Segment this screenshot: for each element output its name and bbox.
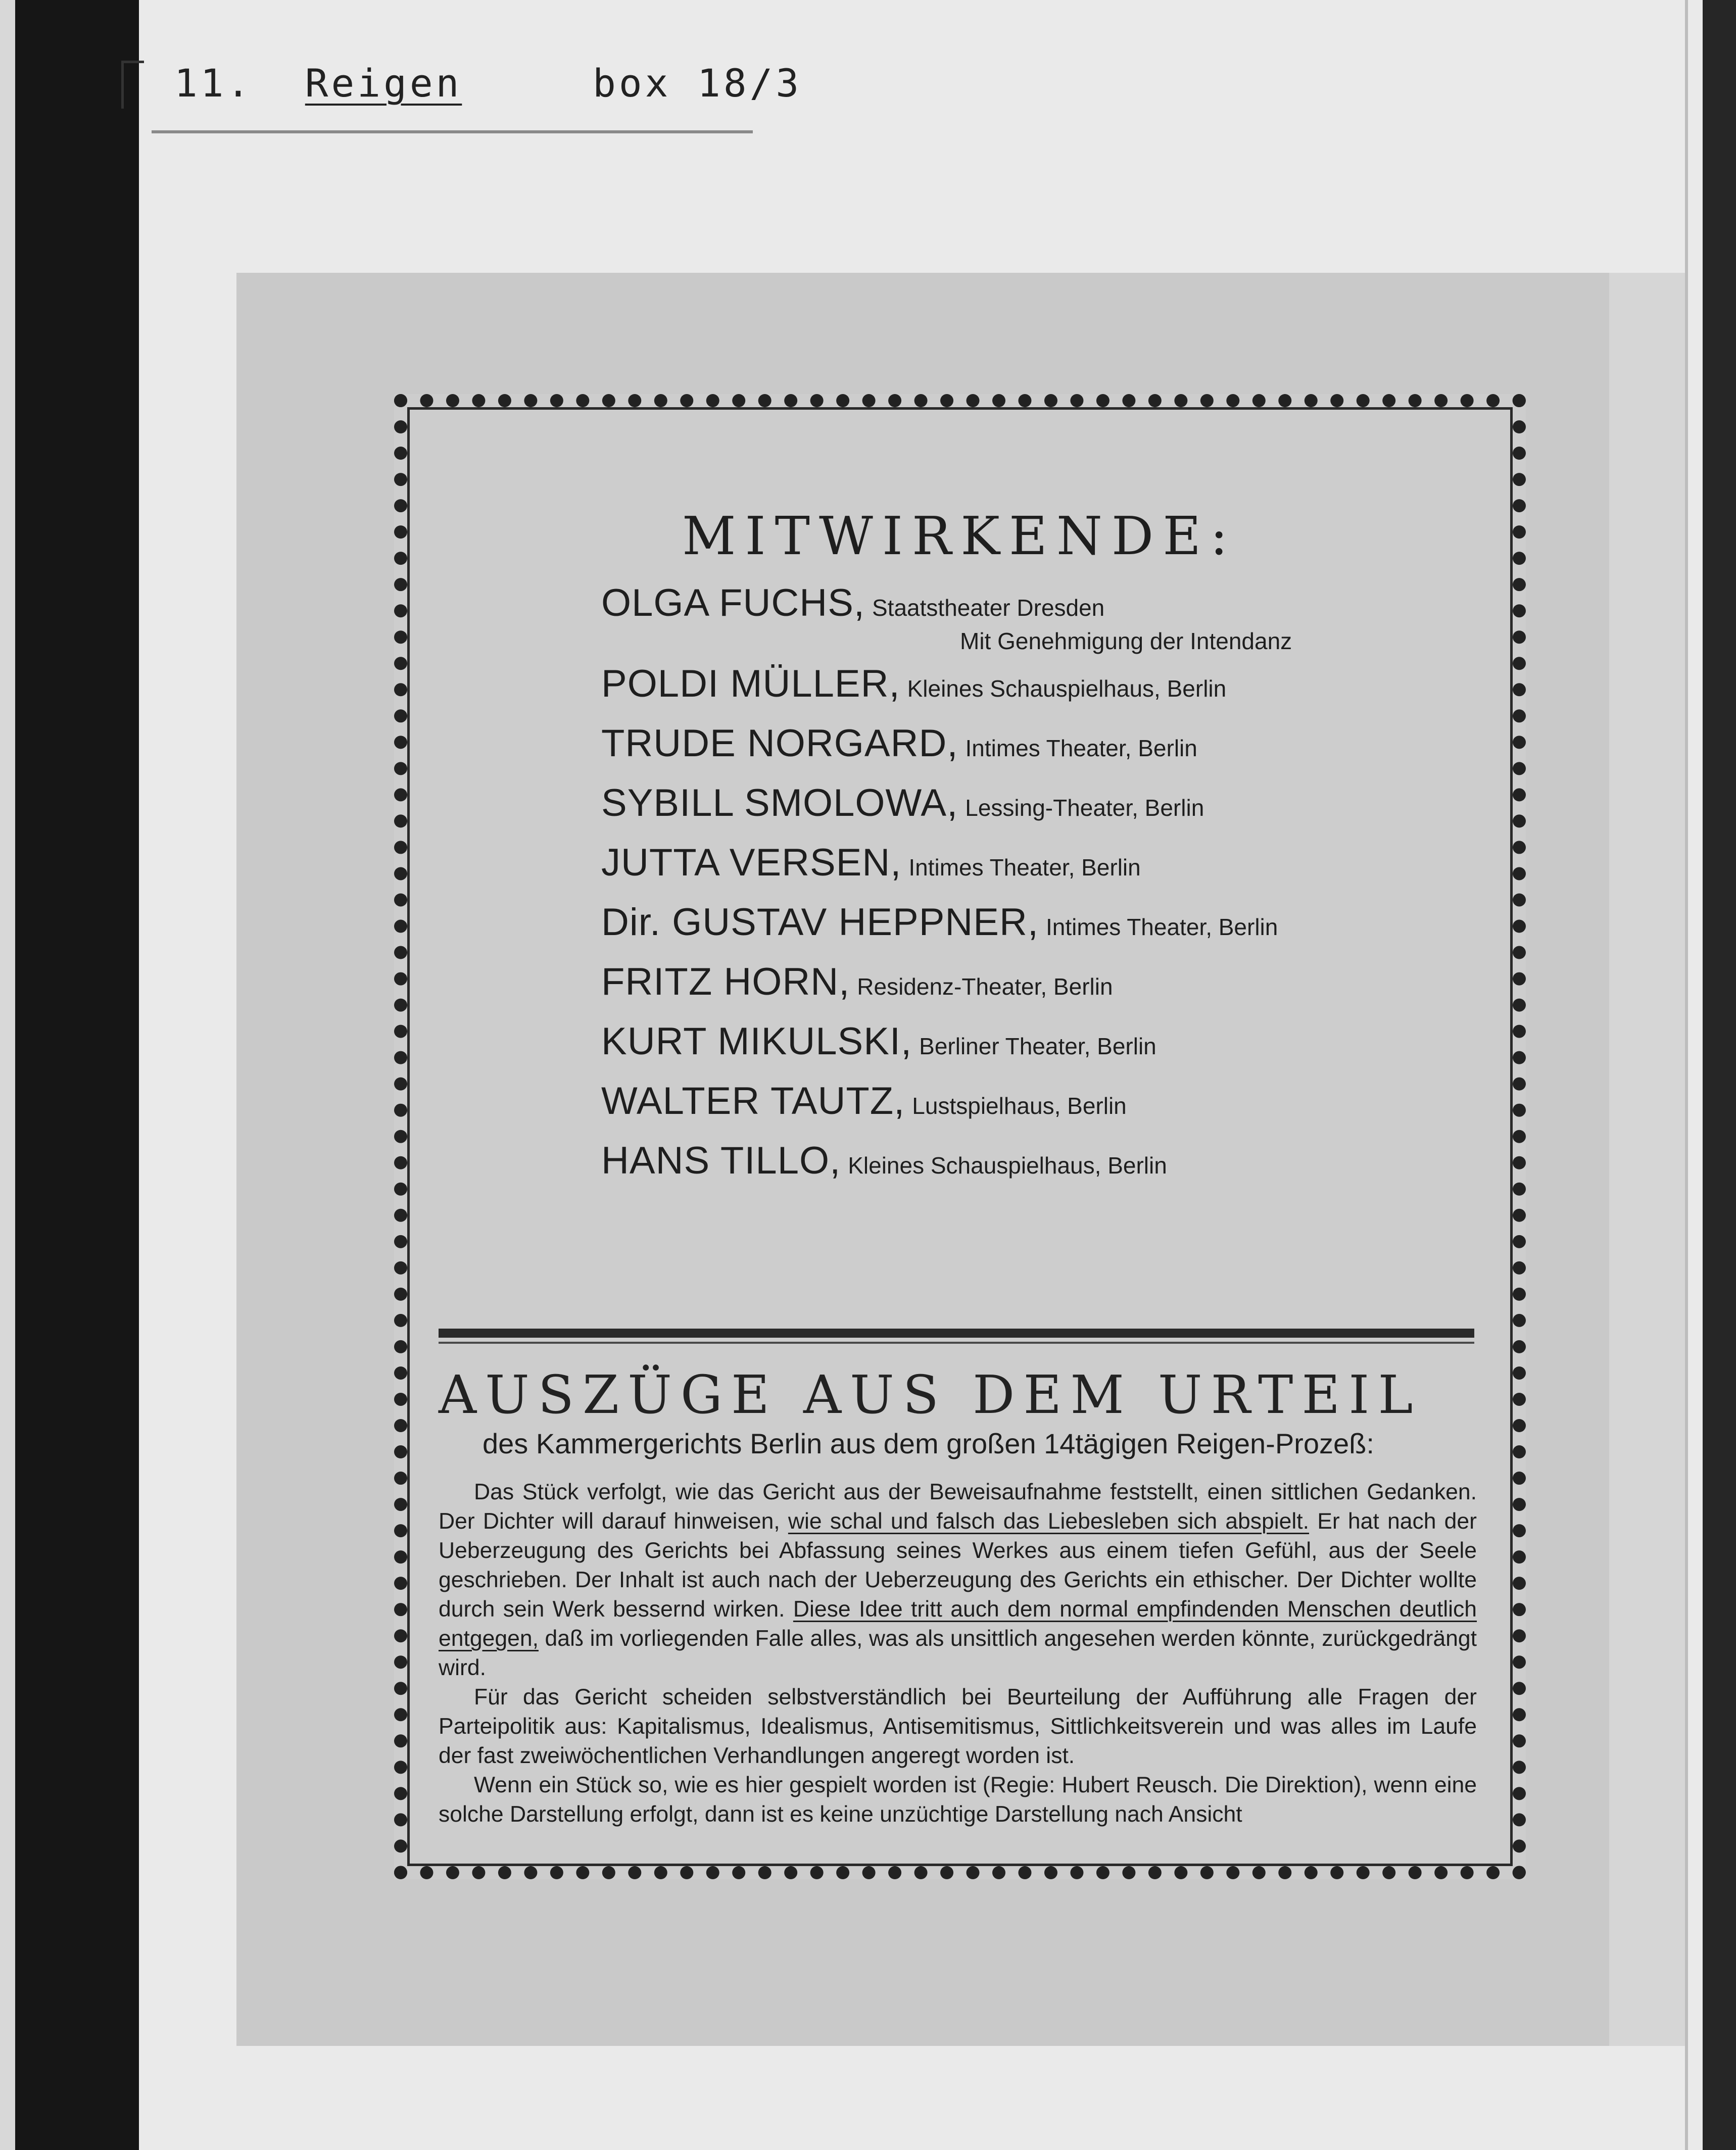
film-edge-dark	[15, 0, 139, 2150]
cast-member	[601, 1019, 1460, 1079]
cast-member-name: WALTER TAUTZ,	[601, 1080, 905, 1122]
cast-member-name: SYBILL SMOLOWA,	[601, 781, 958, 824]
cast-permission-note: Mit Genehmigung der Intendanz	[960, 628, 1292, 654]
verdict-underlined-phrase: Diese Idee tritt auch dem normal empfindenden Menschen deutlich entgegen,	[439, 1597, 1477, 1651]
cast-member-name: HANS TILLO,	[601, 1139, 841, 1182]
section-divider	[439, 1329, 1474, 1338]
archive-label	[174, 61, 802, 106]
verdict-text-run: Das Stück verfolgt, wie das Gericht aus der Beweisaufnahme feststellt, einen sittlichen Gedanken. Der Dichter will darauf hinweisen,	[439, 1480, 1477, 1534]
archive-label-title: Reigen	[305, 61, 462, 106]
cast-member-name: OLGA FUCHS,	[601, 581, 865, 624]
film-edge-light	[0, 0, 15, 2150]
archive-label-rule	[152, 130, 753, 133]
cast-member-theatre: Intimes Theater, Berlin	[965, 735, 1197, 761]
verdict-text-run: Er hat nach der Ueberzeugung des Gerichts bei Abfassung seines Werkes aus einem tiefen Gefühl, aus der Seele geschrieben. Der Inhalt ist auch nach der Ueberzeugung des Gerichts ein ethischer. Der Dichter wollte durch sein Werk bessernd wirken.	[439, 1509, 1477, 1622]
verdict-paragraph	[439, 1478, 1477, 1683]
cast-member	[601, 960, 1460, 1019]
cast-member-theatre: Intimes Theater, Berlin	[908, 854, 1141, 881]
archive-label-box: box 18/3	[593, 61, 802, 106]
cast-member-theatre: Kleines Schauspielhaus, Berlin	[907, 675, 1227, 702]
film-edge-right	[1703, 0, 1736, 2150]
cast-member-theatre: Berliner Theater, Berlin	[919, 1033, 1156, 1059]
cast-member-theatre: Lustspielhaus, Berlin	[912, 1093, 1127, 1119]
cast-member-name: Dir. GUSTAV HEPPNER,	[601, 901, 1039, 944]
cast-member	[601, 781, 1460, 841]
cast-member-theatre: Lessing-Theater, Berlin	[965, 795, 1204, 821]
section-divider-thin	[439, 1342, 1474, 1344]
cast-member-name: FRITZ HORN,	[601, 960, 850, 1003]
verdict-text-run: daß im vorliegenden Falle alles, was als unsittlich angesehen werden könnte, zurückgedrängt wird.	[439, 1626, 1477, 1680]
cast-member-name: JUTTA VERSEN,	[601, 841, 902, 884]
cast-member-name: TRUDE NORGARD,	[601, 722, 958, 765]
verdict-paragraph: Für das Gericht scheiden selbstverständlich bei Beurteilung der Aufführung alle Fragen der Parteipolitik aus: Kapitalismus, Idealismus, Antisemitismus, Sittlichkeitsverein und was alles im Laufe der fast zweiwöchentlichen Verhandlungen angeregt worden ist.	[439, 1685, 1477, 1768]
card-fold-line	[1685, 0, 1688, 2150]
playbill-sheet-shade	[1609, 273, 1685, 2046]
cast-member-name: KURT MIKULSKI,	[601, 1020, 912, 1063]
verdict-heading: AUSZÜGE AUS DEM URTEIL	[439, 1364, 1422, 1426]
cast-member	[601, 1079, 1460, 1139]
cast-member-theatre: Kleines Schauspielhaus, Berlin	[848, 1152, 1167, 1179]
cast-member	[601, 900, 1460, 960]
verdict-underlined-phrase: wie schal und falsch das Liebesleben sich abspielt.	[788, 1509, 1310, 1534]
verdict-paragraph: Wenn ein Stück so, wie es hier gespielt worden ist (Regie: Hubert Reusch. Die Direktion), wenn eine solche Darstellung erfolgt, dann ist es keine unzüchtige Darstellung nach Ansicht	[439, 1773, 1477, 1827]
label-corner-mark	[121, 61, 144, 109]
cast-member	[601, 1139, 1460, 1198]
cast-heading: MITWIRKENDE:	[682, 505, 1237, 567]
verdict-subheading: des Kammergerichts Berlin aus dem großen 14tägigen Reigen-Prozeß:	[483, 1428, 1374, 1459]
cast-member	[601, 721, 1460, 781]
cast-member	[601, 841, 1460, 900]
archive-label-number: 11.	[174, 61, 253, 106]
cast-member-name: POLDI MÜLLER,	[601, 662, 900, 705]
cast-member	[601, 662, 1460, 721]
verdict-text	[439, 1478, 1477, 1829]
cast-list	[601, 581, 1460, 1198]
cast-member-theatre: Staatstheater Dresden	[872, 595, 1105, 621]
cast-member-theatre: Residenz-Theater, Berlin	[857, 973, 1113, 1000]
cast-member-theatre: Intimes Theater, Berlin	[1045, 914, 1278, 940]
